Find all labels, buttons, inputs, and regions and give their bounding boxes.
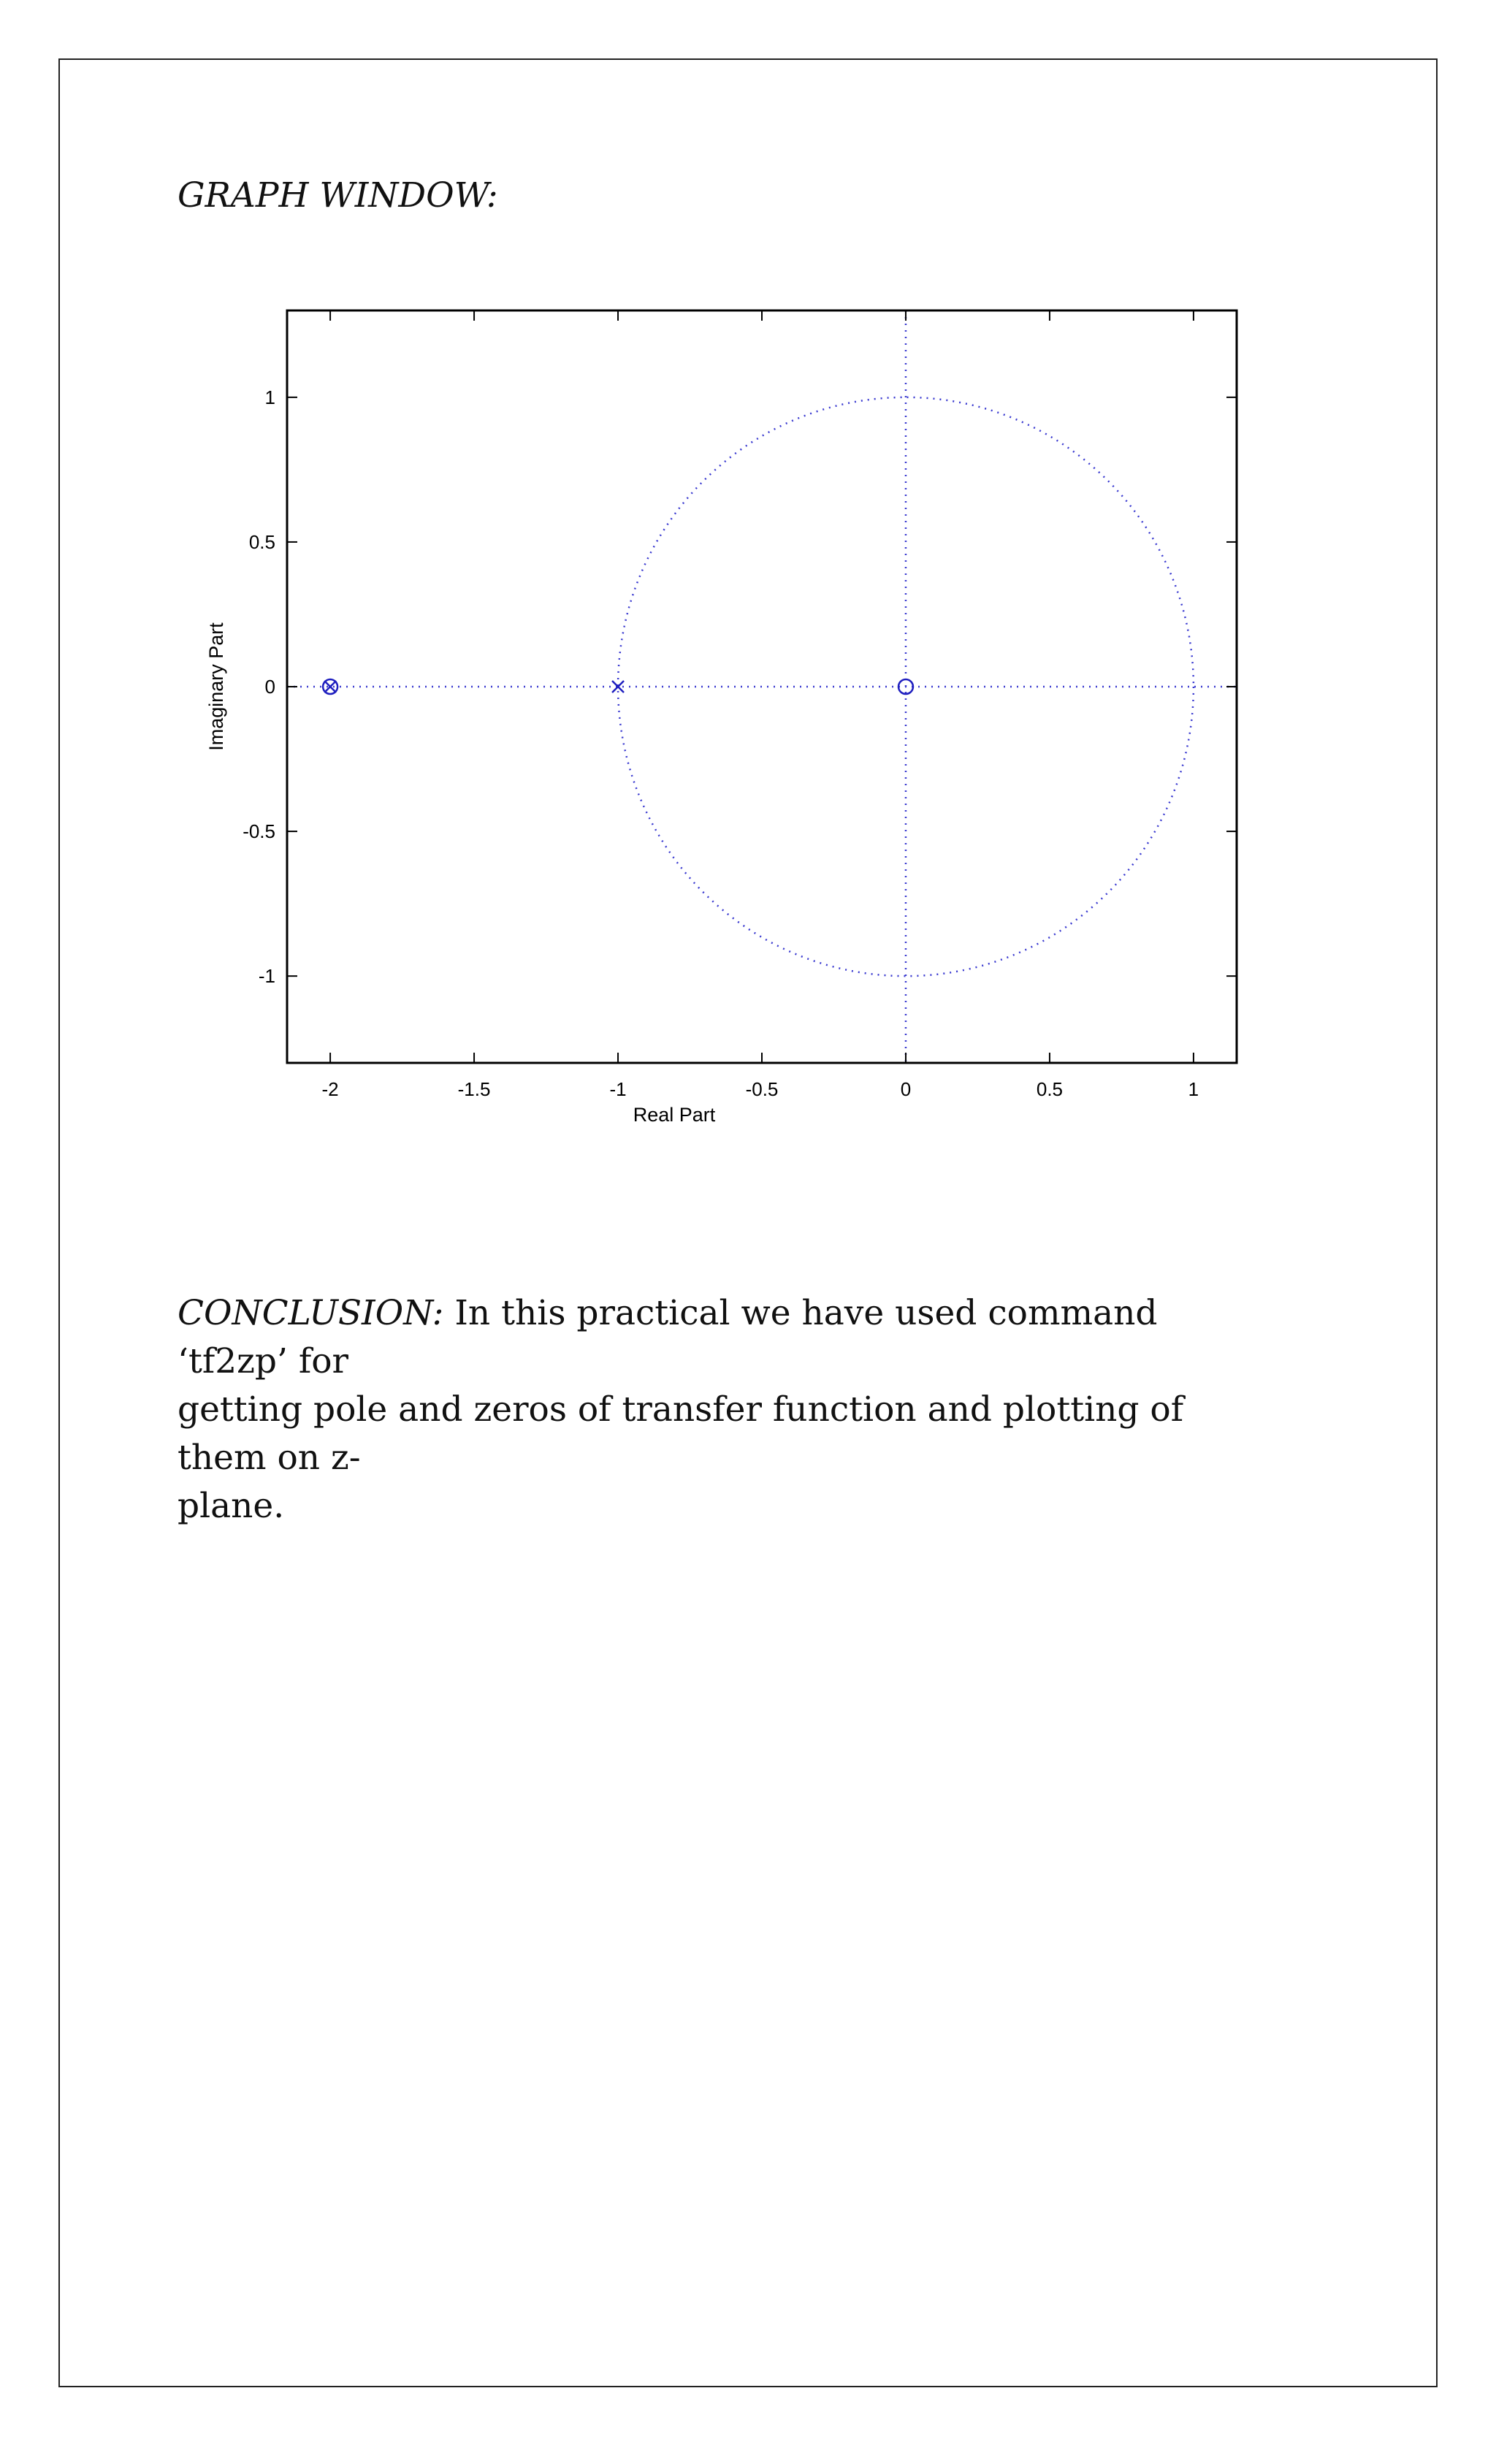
conclusion-line-1: In this practical we have used command ‘tf2zp’ for — [178, 1293, 1158, 1381]
x-tick-label: 0.5 — [1036, 1078, 1064, 1100]
y-tick-label: -0.5 — [243, 820, 275, 843]
graph-heading: GRAPH WINDOW: — [178, 175, 498, 215]
conclusion-line-3: plane. — [178, 1486, 285, 1526]
x-tick-label: -2 — [321, 1078, 339, 1100]
pole-zero-plot-svg — [190, 292, 1286, 1140]
y-tick-label: -1 — [258, 965, 275, 988]
y-tick-label: 1 — [264, 386, 275, 408]
x-tick-label: -1 — [609, 1078, 627, 1100]
x-tick-label: 1 — [1188, 1078, 1199, 1100]
conclusion-paragraph — [178, 1289, 1273, 1530]
x-axis-label: Real Part — [633, 1104, 716, 1126]
x-tick-label: -0.5 — [745, 1078, 779, 1100]
x-tick-label: 0 — [900, 1078, 912, 1100]
conclusion-line-2: getting pole and zeros of transfer function and plotting of them on z- — [178, 1389, 1184, 1478]
y-tick-label: 0.5 — [248, 530, 275, 553]
y-tick-label: 0 — [264, 676, 275, 698]
conclusion-label: CONCLUSION: — [178, 1293, 444, 1333]
pole-zero-plot — [190, 292, 1286, 1140]
y-axis-label: Imaginary Part — [205, 622, 227, 751]
x-tick-label: -1.5 — [457, 1078, 491, 1100]
